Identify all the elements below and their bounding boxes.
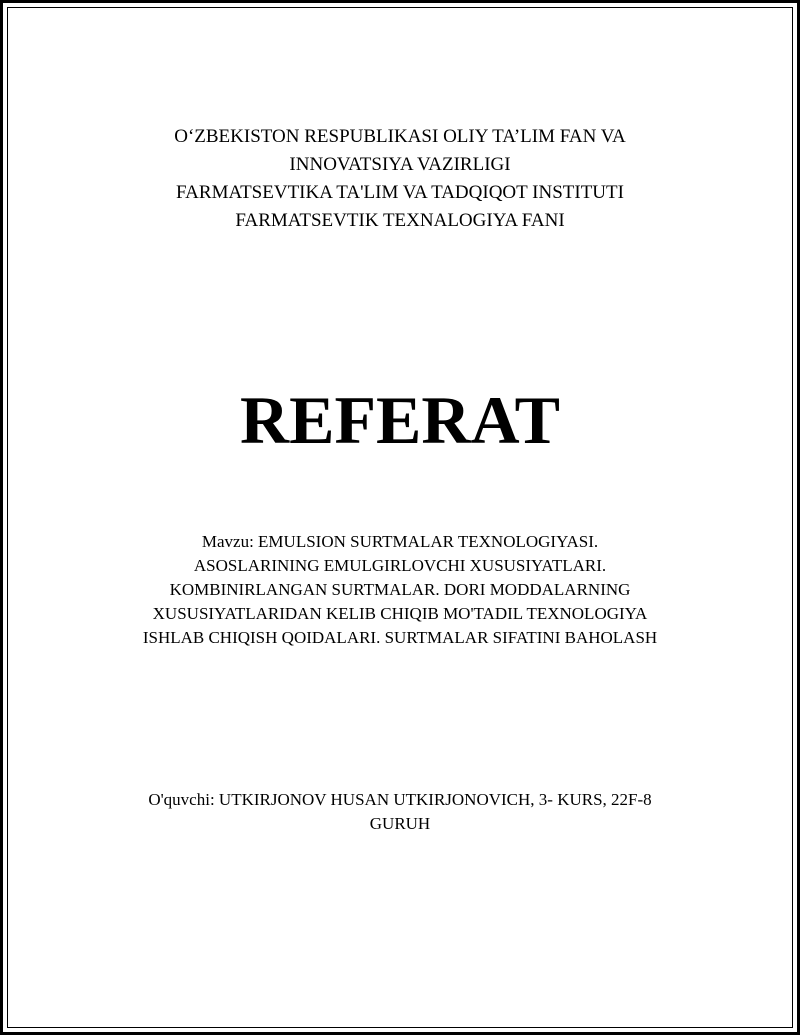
student-line: O'quvchi: UTKIRJONOV HUSAN UTKIRJONOVICH, 3- KURS, 22F-8 xyxy=(148,790,652,809)
header-line: INNOVATSIYA VAZIRLIGI xyxy=(289,154,511,175)
student-info xyxy=(0,788,800,836)
topic-block xyxy=(0,530,800,650)
topic-line: KOMBINIRLANGAN SURTMALAR. DORI MODDALARNING xyxy=(169,580,631,599)
topic-line: XUSUSIYATLARIDAN KELIB CHIQIB MO'TADIL TEXNOLOGIYA xyxy=(152,604,648,623)
topic-line: Mavzu: EMULSION SURTMALAR TEXNOLOGIYASI. xyxy=(201,532,599,551)
header-line: FARMATSEVTIK TEXNALOGIYA FANI xyxy=(235,210,565,231)
student-line: GURUH xyxy=(369,814,431,833)
header-line: O‘ZBEKISTON RESPUBLIKASI OLIY TA’LIM FAN VA xyxy=(174,126,626,147)
topic-line: ISHLAB CHIQISH QOIDALARI. SURTMALAR SIFATINI BAHOLASH xyxy=(142,628,658,647)
topic-line: ASOSLARINING EMULGIRLOVCHI XUSUSIYATLARI. xyxy=(193,556,607,575)
institution-header xyxy=(0,123,800,235)
header-line: FARMATSEVTIKA TA'LIM VA TADQIQOT INSTITUTI xyxy=(176,182,624,203)
document-title: REFERAT xyxy=(240,382,560,458)
